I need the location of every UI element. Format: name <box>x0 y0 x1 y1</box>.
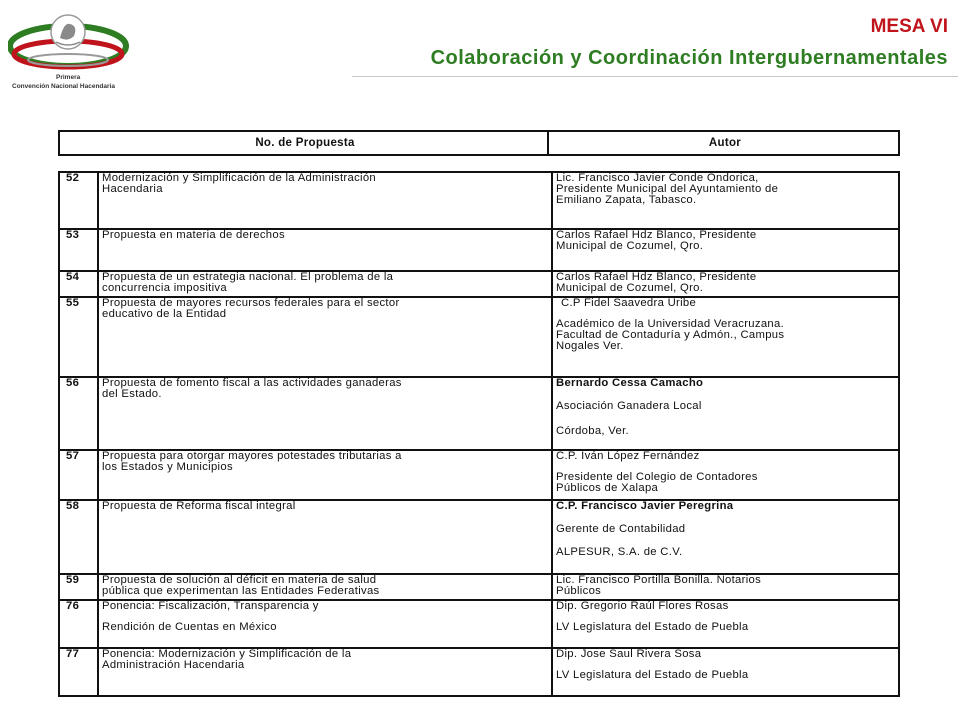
author-line: Académico de la Universidad Veracruzana. <box>556 318 785 330</box>
proposal-line: Propuesta en materia de derechos <box>102 229 285 241</box>
author-line: C.P. Iván López Fernández <box>556 450 700 462</box>
table-row <box>59 377 899 450</box>
proposal-author <box>552 600 899 648</box>
proposal-line: Propuesta de mayores recursos federales para el sector <box>102 297 400 309</box>
logo-line-2: Convención Nacional Hacendaria <box>12 83 115 90</box>
author-line: Emiliano Zapata, Tabasco. <box>556 194 697 206</box>
author-line: C.P Fidel Saavedra Uribe <box>561 297 697 309</box>
author-line: Gerente de Contabilidad <box>556 523 686 535</box>
proposal-number: 52 <box>59 172 98 229</box>
author-line: Asociación Ganadera Local <box>556 400 702 412</box>
author-line: Córdoba, Ver. <box>556 425 629 437</box>
author-line: Facultad de Contaduría y Admón., Campus <box>556 329 785 341</box>
proposal-number: 76 <box>59 600 98 648</box>
author-line: Lic. Francisco Javier Conde Ondorica, <box>556 172 759 184</box>
proposal-number: 77 <box>59 648 98 696</box>
author-line: Dip. Gregorio Raúl Flores Rosas <box>556 600 729 612</box>
table-row <box>59 172 899 229</box>
author-line: Nogales Ver. <box>556 340 624 352</box>
proposal-title <box>98 450 552 500</box>
logo-line-1: Primera <box>56 74 81 81</box>
proposal-author <box>552 574 899 600</box>
author-line: Presidente Municipal del Ayuntamiento de <box>556 183 779 195</box>
proposal-author <box>552 172 899 229</box>
proposal-author <box>552 271 899 297</box>
proposal-line: Propuesta de un estrategia nacional. El problema de la <box>102 272 394 283</box>
author-line: Carlos Rafael Hdz Blanco, Presidente <box>556 272 757 283</box>
proposal-author <box>552 297 899 377</box>
table-row <box>59 450 899 500</box>
proposal-line: Propuesta para otorgar mayores potestades tributarias a <box>102 450 402 462</box>
proposal-author <box>552 450 899 500</box>
convention-logo <box>8 8 133 92</box>
proposal-author <box>552 377 899 450</box>
proposal-line: Administración Hacendaria <box>102 659 245 671</box>
proposal-line: Rendición de Cuentas en México <box>102 621 277 633</box>
proposal-line: del Estado. <box>102 388 162 400</box>
proposal-line: Hacendaria <box>102 183 163 195</box>
proposal-line: concurrencia impositiva <box>102 282 227 294</box>
table-row <box>59 600 899 648</box>
author-line: Públicos de Xalapa <box>556 482 659 494</box>
proposal-line: Propuesta de Reforma fiscal integral <box>102 500 296 512</box>
author-line: Públicos <box>556 585 602 597</box>
column-header-propuesta: No. de Propuesta <box>59 131 548 155</box>
header-divider <box>352 76 958 77</box>
proposal-title <box>98 172 552 229</box>
mesa-title: MESA VI <box>870 16 948 37</box>
eagle-emblem-icon <box>8 8 133 74</box>
table-row <box>59 297 899 377</box>
table-row <box>59 500 899 574</box>
proposal-line: Propuesta de solución al déficit en materia de salud <box>102 575 377 586</box>
table-row <box>59 229 899 271</box>
proposal-title <box>98 600 552 648</box>
author-line: LV Legislatura del Estado de Puebla <box>556 621 749 633</box>
author-line: ALPESUR, S.A. de C.V. <box>556 546 683 558</box>
proposals-table <box>58 171 900 697</box>
proposal-number: 56 <box>59 377 98 450</box>
author-line: Municipal de Cozumel, Qro. <box>556 240 704 252</box>
author-line: C.P. Francisco Javier Peregrina <box>556 500 734 512</box>
proposal-title <box>98 648 552 696</box>
author-line: LV Legislatura del Estado de Puebla <box>556 669 749 681</box>
proposal-title <box>98 229 552 271</box>
proposal-line: los Estados y Municipios <box>102 461 233 473</box>
author-line: Carlos Rafael Hdz Blanco, Presidente <box>556 229 757 241</box>
table-row <box>59 648 899 696</box>
proposal-number: 55 <box>59 297 98 377</box>
author-line: Municipal de Cozumel, Qro. <box>556 282 704 294</box>
proposal-number: 53 <box>59 229 98 271</box>
proposal-author <box>552 229 899 271</box>
proposal-line: Modernización y Simplificación de la Administración <box>102 172 376 184</box>
proposal-line: Ponencia: Modernización y Simplificación de la <box>102 648 352 660</box>
proposal-author <box>552 500 899 574</box>
proposal-line: Ponencia: Fiscalización, Transparencia y <box>102 600 319 612</box>
proposal-title <box>98 574 552 600</box>
author-line: Presidente del Colegio de Contadores <box>556 471 758 483</box>
proposal-line: pública que experimentan las Entidades Federativas <box>102 585 380 597</box>
proposal-title <box>98 500 552 574</box>
table-header <box>58 130 900 156</box>
author-line: Lic. Francisco Portilla Bonilla. Notarios <box>556 575 762 586</box>
proposal-number: 54 <box>59 271 98 297</box>
table-row <box>59 271 899 297</box>
proposal-author <box>552 648 899 696</box>
proposal-line: educativo de la Entidad <box>102 308 227 320</box>
proposal-title <box>98 297 552 377</box>
proposal-number: 57 <box>59 450 98 500</box>
proposal-title <box>98 377 552 450</box>
column-header-autor: Autor <box>548 131 899 155</box>
proposal-number: 58 <box>59 500 98 574</box>
author-line: Bernardo Cessa Camacho <box>556 377 704 389</box>
proposal-number: 59 <box>59 574 98 600</box>
proposal-title <box>98 271 552 297</box>
author-line: Dip. Jose Saul Rivera Sosa <box>556 648 702 660</box>
page-subtitle: Colaboración y Coordinación Intergubernamentales <box>430 47 948 69</box>
proposal-line: Propuesta de fomento fiscal a las actividades ganaderas <box>102 377 402 389</box>
table-row <box>59 574 899 600</box>
